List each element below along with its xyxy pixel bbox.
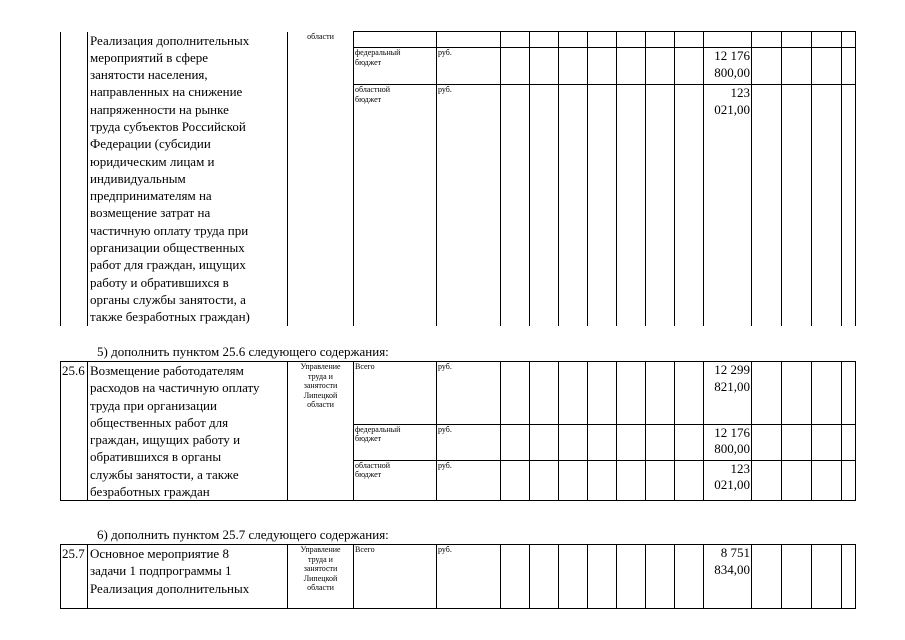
empty-cell [842, 48, 856, 85]
empty-cell [752, 545, 782, 609]
empty-cell [752, 85, 782, 326]
empty-cell [675, 48, 704, 85]
empty-cell [501, 48, 530, 85]
funding-source: Всего [354, 545, 437, 609]
empty-cell [646, 48, 675, 85]
empty-cell [752, 460, 782, 500]
amount: 123 021,00 [704, 85, 752, 326]
executor: Управление труда и занятости Липецкой области [288, 362, 354, 501]
empty-cell [646, 545, 675, 609]
empty-cell [812, 424, 842, 460]
unit: руб. [437, 424, 501, 460]
empty-cell [588, 460, 617, 500]
amount: 8 751 834,00 [704, 545, 752, 609]
empty-cell [812, 48, 842, 85]
empty-cell [617, 85, 646, 326]
amount [704, 32, 752, 48]
empty-cell [842, 32, 856, 48]
empty-cell [675, 32, 704, 48]
empty-cell [617, 424, 646, 460]
unit: руб. [437, 460, 501, 500]
empty-cell [812, 85, 842, 326]
empty-cell [842, 85, 856, 326]
empty-cell [588, 85, 617, 326]
empty-cell [812, 362, 842, 425]
amount: 12 176 800,00 [704, 424, 752, 460]
empty-cell [501, 424, 530, 460]
amount: 12 176 800,00 [704, 48, 752, 85]
empty-cell [530, 362, 559, 425]
empty-cell [782, 424, 812, 460]
measures-table-continued [60, 31, 856, 326]
empty-cell [559, 48, 588, 85]
empty-cell [812, 545, 842, 609]
empty-cell [782, 460, 812, 500]
empty-cell [501, 545, 530, 609]
measure-name: Возмещение работодателям расходов на частичную оплату труда при организации общественных работ для граждан, ищущих работу и обратившихся в органы службы занятости, а также безработных граждан [88, 362, 288, 501]
table-row [61, 545, 856, 609]
empty-cell [842, 545, 856, 609]
empty-cell [588, 545, 617, 609]
empty-cell [675, 85, 704, 326]
empty-cell [588, 424, 617, 460]
table-row [61, 32, 856, 48]
empty-cell [675, 460, 704, 500]
empty-cell [842, 362, 856, 425]
empty-cell [501, 362, 530, 425]
amendment-heading-6: 6) дополнить пунктом 25.7 следующего содержания: [97, 527, 389, 542]
empty-cell [530, 48, 559, 85]
empty-cell [617, 362, 646, 425]
empty-cell [646, 362, 675, 425]
empty-cell [617, 460, 646, 500]
empty-cell [752, 424, 782, 460]
empty-cell [530, 460, 559, 500]
measure-name: Реализация дополнительных мероприятий в сфере занятости населения, направленных на снижение напряженности на рынке труда субъектов Российской Федерации (субсидии юридическим лицам и индивидуальным предпринимателям на возмещение затрат на частичную оплату труда при организации общественных работ для граждан, ищущих работу и обратившихся в органы службы занятости, а также безработных граждан) [88, 32, 288, 326]
empty-cell [530, 424, 559, 460]
empty-cell [812, 460, 842, 500]
amount: 123 021,00 [704, 460, 752, 500]
unit [437, 32, 501, 48]
empty-cell [782, 362, 812, 425]
empty-cell [530, 545, 559, 609]
executor-cell: области [288, 32, 354, 326]
empty-cell [530, 32, 559, 48]
empty-cell [588, 362, 617, 425]
empty-cell [646, 85, 675, 326]
empty-cell [842, 460, 856, 500]
empty-cell [617, 32, 646, 48]
unit: руб. [437, 48, 501, 85]
empty-cell [559, 362, 588, 425]
empty-cell [501, 460, 530, 500]
item-number: 25.7 [61, 545, 88, 609]
empty-cell [646, 460, 675, 500]
unit: руб. [437, 545, 501, 609]
measure-table-25-7 [60, 544, 856, 609]
empty-cell [617, 545, 646, 609]
empty-cell [559, 545, 588, 609]
funding-source: областной бюджет [354, 460, 437, 500]
amendment-heading-5: 5) дополнить пунктом 25.6 следующего содержания: [97, 344, 389, 359]
funding-source: областной бюджет [354, 85, 437, 326]
empty-cell [782, 85, 812, 326]
unit: руб. [437, 85, 501, 326]
funding-source: федеральный бюджет [354, 48, 437, 85]
table-row [61, 362, 856, 425]
empty-cell [530, 85, 559, 326]
item-number: 25.6 [61, 362, 88, 501]
empty-cell [501, 85, 530, 326]
funding-source [354, 32, 437, 48]
empty-cell [646, 32, 675, 48]
measure-name: Основное мероприятие 8 задачи 1 подпрограммы 1 Реализация дополнительных [88, 545, 288, 609]
empty-cell [752, 362, 782, 425]
measure-table-25-6 [60, 361, 856, 501]
unit: руб. [437, 362, 501, 425]
empty-cell [752, 48, 782, 85]
empty-cell [782, 48, 812, 85]
amount: 12 299 821,00 [704, 362, 752, 425]
empty-cell [559, 424, 588, 460]
empty-cell [559, 85, 588, 326]
empty-cell [842, 424, 856, 460]
empty-cell [782, 32, 812, 48]
item-number-cell [61, 32, 88, 326]
funding-source: Всего [354, 362, 437, 425]
empty-cell [559, 32, 588, 48]
empty-cell [675, 424, 704, 460]
executor: Управление труда и занятости Липецкой области [288, 545, 354, 609]
empty-cell [646, 424, 675, 460]
empty-cell [752, 32, 782, 48]
empty-cell [588, 32, 617, 48]
empty-cell [675, 362, 704, 425]
empty-cell [559, 460, 588, 500]
empty-cell [501, 32, 530, 48]
empty-cell [675, 545, 704, 609]
empty-cell [617, 48, 646, 85]
empty-cell [588, 48, 617, 85]
funding-source: федеральный бюджет [354, 424, 437, 460]
empty-cell [782, 545, 812, 609]
empty-cell [812, 32, 842, 48]
